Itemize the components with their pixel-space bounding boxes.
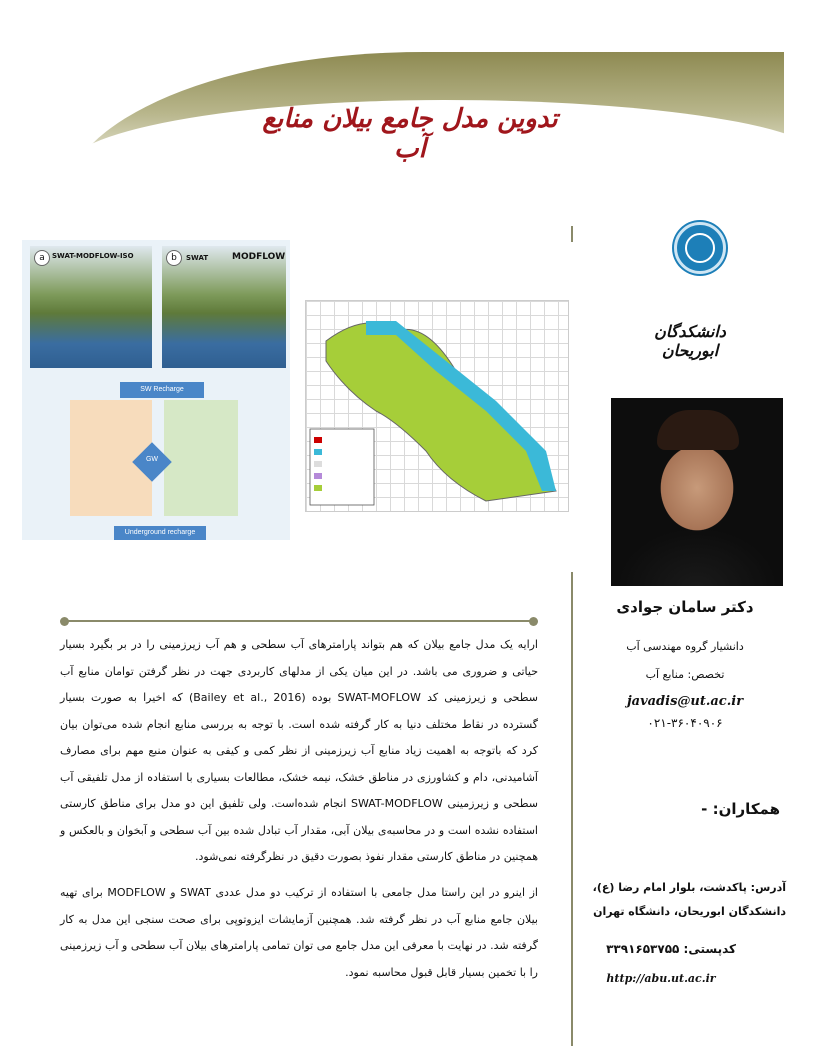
website-link[interactable]: http://abu.ut.ac.ir (606, 972, 716, 985)
swat-modflow-diagram (22, 240, 290, 540)
panel-b-label: b (166, 250, 182, 266)
underground-label: Underground recharge (124, 529, 196, 536)
divider-vertical-bottom (571, 572, 573, 1046)
divider-dot-right (529, 617, 538, 626)
divider-horizontal (64, 620, 534, 622)
university-seal-icon (674, 222, 726, 274)
panel-a-title: SWAT-MODFLOW-ISO (52, 252, 134, 260)
person-specialty: تخصص: منابع آب (645, 668, 725, 681)
underground-box (114, 526, 206, 540)
panel-a-label: a (34, 250, 50, 266)
address-line-2: دانشکدگان ابوریحان، دانشگاه تهران (593, 905, 786, 918)
study-area-map (305, 300, 569, 512)
body-paragraph-2: از اینرو در این راستا مدل جامعی با استفاده از ترکیب دو مدل عددی SWAT و MODFLOW برای تهیه بیلان جامع منابع آب در نظر گرفته شد. همچنین آزمایشات ایزوتوپی برای صحت سنجی این مدل به کار گرفته شد. در نهایت با معرفی این مدل جامع می توان تمامی پارامترهای بیلان آب سطحی و آب زیرزمینی را با تخمین بسیار قابل قبول محاسبه نمود. (60, 886, 538, 979)
person-role: دانشیار گروه مهندسی آب (626, 640, 744, 653)
sw-recharge-label: SW Recharge (140, 386, 184, 393)
postal-code: کدپستی: ۳۳۹۱۶۵۳۷۵۵ (606, 942, 736, 956)
gw-label: GW (145, 456, 159, 463)
address-block (586, 876, 786, 924)
sw-recharge-box (120, 382, 204, 398)
address-line-1: آدرس: پاکدشت، بلوار امام رضا (ع)، (592, 881, 786, 894)
diagram-panel-a (30, 246, 152, 368)
divider-vertical-top (571, 226, 573, 242)
diagram-panel-b (162, 246, 286, 368)
page-title: تدوین مدل جامع بیلان منابع آب (262, 104, 558, 164)
body-paragraph-1: ارایه یک مدل جامع بیلان که هم بتواند پارامترهای آب سطحی و هم آب زیرزمینی را در بر بگیرد بسیار حیاتی و ضروری می باشد. در این میان یکی از مدلهای کاربردی جهت در نظر گرفتن توامان منابع آب سطحی و زیرزمینی کد SWAT-MOFLOW بوده (Bailey et al., 2016) که اخیرا به صورت بسیار گسترده در نقاط مختلف دنیا به کار گرفته شده است. با توجه به بررسی منابع انجام شده می‌توان بیان کرد که باتوجه به اهمیت زیاد منابع آب زیرزمینی از نظر کمی و کیفی به عنوان منبع مهم برای مصارف آشامیدنی، دام و کشاورزی در مناطق خشک، نیمه خشک، مطالعات بسیاری با استفاده از مدل تلفیقی آب سطحی و زیرزمینی SWAT-MODFLOW انجام شده‌است. ولی تلفیق این دو مدل برای مناطق کارستی استفاده نشده است و در محاسبه‌ی بیلان آبی، مقدار آب تبادل شده بین آب سطحی و آبخوان و بالعکس و همچنین در مناطق کارستی مقدار نفوذ بصورت دقیق در نظرگرفته نمی‌شود. (60, 638, 538, 863)
panel-b-title-1: SWAT (186, 254, 209, 262)
person-email[interactable]: javadis@ut.ac.ir (626, 694, 744, 709)
panel-b-title-2: MODFLOW (232, 252, 286, 262)
profile-photo (611, 398, 783, 586)
person-phone: ۰۲۱-۳۶۰۴۰۹۰۶ (647, 716, 723, 730)
swat-modflow-panel (164, 400, 238, 516)
divider-dot-left (60, 617, 69, 626)
person-name: دکتر سامان جوادی (616, 598, 754, 616)
collaborators-label: همکاران: - (701, 800, 780, 818)
college-name: دانشکدگان ابوریحان (654, 322, 726, 360)
